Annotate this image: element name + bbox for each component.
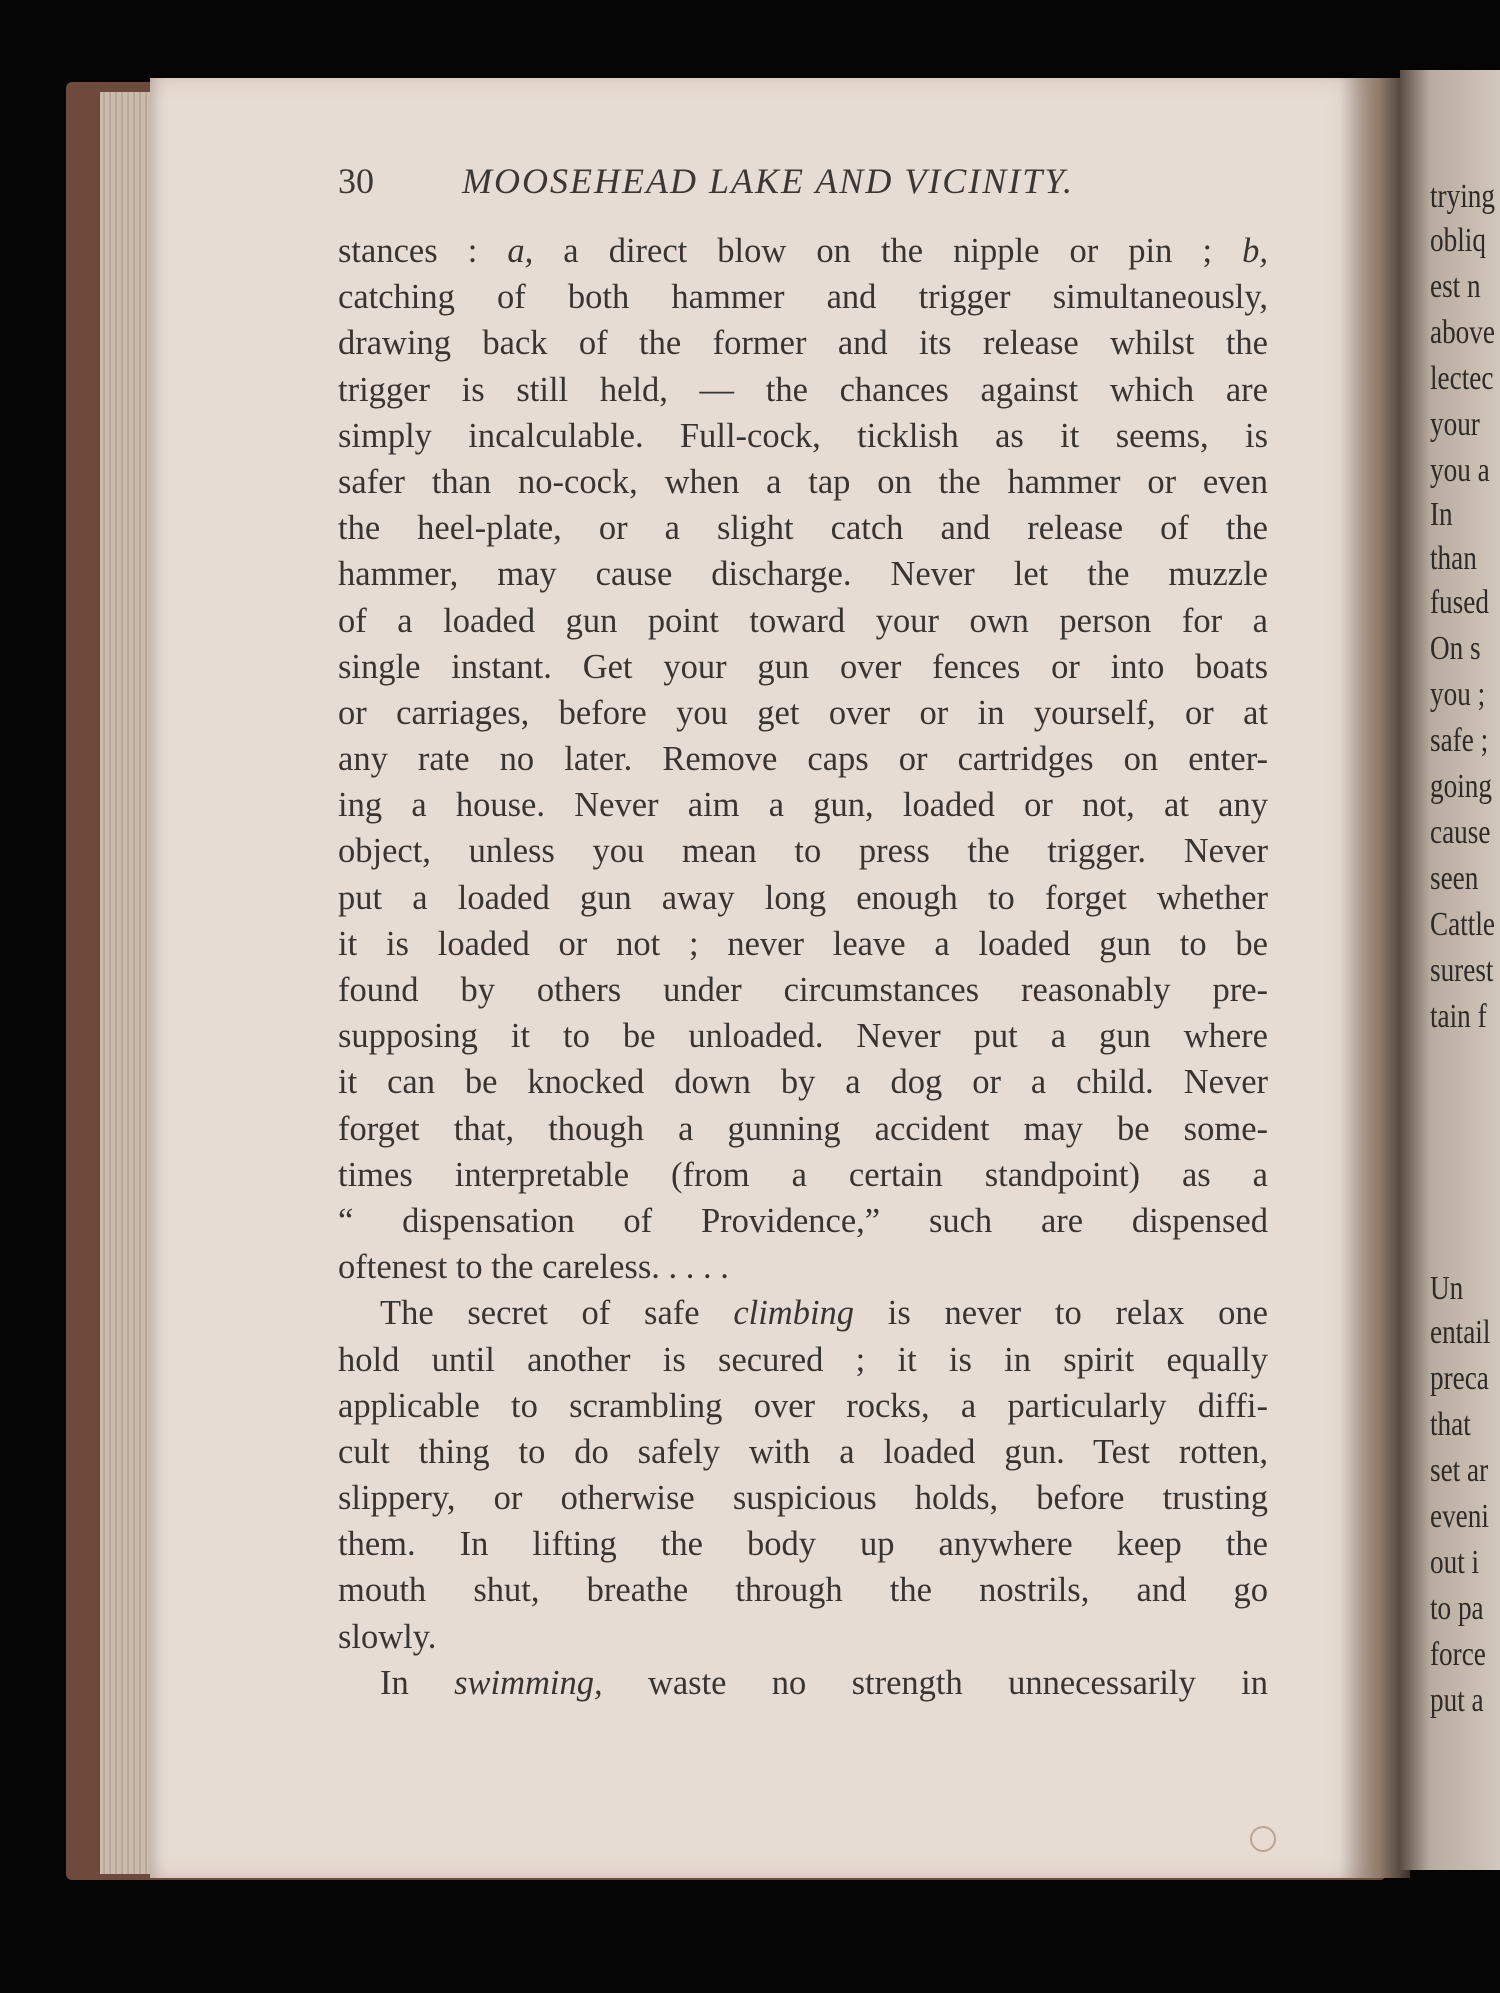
text-line: stances : a, a direct blow on the nipple or pin ; b, [338, 232, 1268, 270]
text-line: oftenest to the careless. . . . . [338, 1248, 729, 1287]
facing-page-fragment: On s [1430, 630, 1481, 667]
text-line: forget that, though a gunning accident may be some- [338, 1109, 1268, 1148]
text-line: mouth shut, breathe through the nostrils, and go [338, 1571, 1268, 1610]
facing-page-fragment: est n [1430, 268, 1481, 305]
facing-page-fragment: cause [1430, 814, 1491, 851]
facing-page-fragment: Cattle [1430, 906, 1495, 943]
facing-page-fragment: trying [1430, 178, 1495, 215]
facing-page-fragment: going [1430, 768, 1492, 805]
facing-page-fragment: eveni [1430, 1498, 1489, 1535]
text-line: hammer, may cause discharge. Never let the muzzle [338, 555, 1268, 594]
facing-page-fragment: put a [1430, 1682, 1484, 1719]
facing-page-fragment: to pa [1430, 1590, 1484, 1627]
text-line: the heel-plate, or a slight catch and release of the [338, 509, 1268, 548]
text-line: ing a house. Never aim a gun, loaded or not, at any [338, 786, 1268, 825]
facing-page-fragment: preca [1430, 1360, 1489, 1397]
text-line: single instant. Get your gun over fences or into boats [338, 647, 1268, 686]
text-line: object, unless you mean to press the trigger. Never [338, 832, 1268, 871]
text-line: it can be knocked down by a dog or a child. Never [338, 1063, 1268, 1102]
text-line: simply incalculable. Full-cock, ticklish as it seems, is [338, 416, 1268, 455]
text-line: found by others under circumstances reasonably pre- [338, 971, 1268, 1009]
facing-page-fragment: Un [1430, 1270, 1464, 1307]
text-line: The secret of safe climbing is never to relax one [380, 1294, 1268, 1333]
facing-page-fragment: entail [1430, 1314, 1491, 1351]
text-line: them. In lifting the body up anywhere keep the [338, 1525, 1268, 1564]
page-number: 30 [338, 161, 374, 201]
body-text [338, 228, 1268, 1706]
facing-page-fragment: lectec [1430, 360, 1494, 397]
facing-page-fragment: you a [1430, 452, 1490, 489]
facing-page-fragment: set ar [1430, 1452, 1489, 1489]
text-line: “ dispensation of Providence,” such are dispensed [338, 1201, 1268, 1240]
text-line: hold until another is secured ; it is in spirit equally [338, 1340, 1268, 1379]
text-line: In swimming, waste no strength unnecessarily in [380, 1663, 1268, 1702]
facing-page-fragment: seen [1430, 860, 1479, 897]
running-head [338, 160, 1268, 210]
text-line: times interpretable (from a certain standpoint) as a [338, 1155, 1268, 1194]
facing-page-fragment: out i [1430, 1544, 1480, 1581]
facing-page-fragment: that [1430, 1406, 1471, 1443]
facing-page-fragment: In [1430, 496, 1453, 533]
text-line: any rate no later. Remove caps or cartridges on enter- [338, 740, 1268, 779]
facing-page-fragment: than [1430, 540, 1477, 577]
text-line: put a loaded gun away long enough to forget whether [338, 878, 1268, 917]
text-line: trigger is still held, — the chances against which are [338, 370, 1268, 409]
text-line: cult thing to do safely with a loaded gun. Test rotten, [338, 1432, 1268, 1471]
text-line: it is loaded or not ; never leave a loaded gun to be [338, 924, 1268, 963]
facing-page-fragment: fused [1430, 584, 1489, 621]
facing-page-fragment: you ; [1430, 676, 1486, 713]
text-line: catching of both hammer and trigger simultaneously, [338, 278, 1268, 317]
facing-page-fragment: surest [1430, 952, 1494, 989]
text-line: slowly. [338, 1617, 437, 1656]
facing-page-fragment: your [1430, 406, 1480, 443]
text-line: slippery, or otherwise suspicious holds, before trusting [338, 1479, 1268, 1518]
facing-page-fragment: safe ; [1430, 722, 1489, 759]
facing-page-fragment: above [1430, 314, 1495, 351]
text-line: drawing back of the former and its release whilst the [338, 324, 1268, 363]
text-line: of a loaded gun point toward your own person for a [338, 601, 1268, 640]
running-title: MOOSEHEAD LAKE AND VICINITY. [462, 161, 1075, 201]
facing-page-fragment: obliq [1430, 222, 1486, 259]
text-line: or carriages, before you get over or in yourself, or at [338, 693, 1268, 732]
text-line: applicable to scrambling over rocks, a particularly diffi- [338, 1386, 1268, 1425]
text-line: supposing it to be unloaded. Never put a gun where [338, 1017, 1268, 1056]
facing-page-fragment: force [1430, 1636, 1486, 1673]
facing-page [1400, 70, 1500, 1870]
text-line: safer than no-cock, when a tap on the hammer or even [338, 462, 1268, 501]
facing-page-fragment: tain f [1430, 998, 1487, 1035]
